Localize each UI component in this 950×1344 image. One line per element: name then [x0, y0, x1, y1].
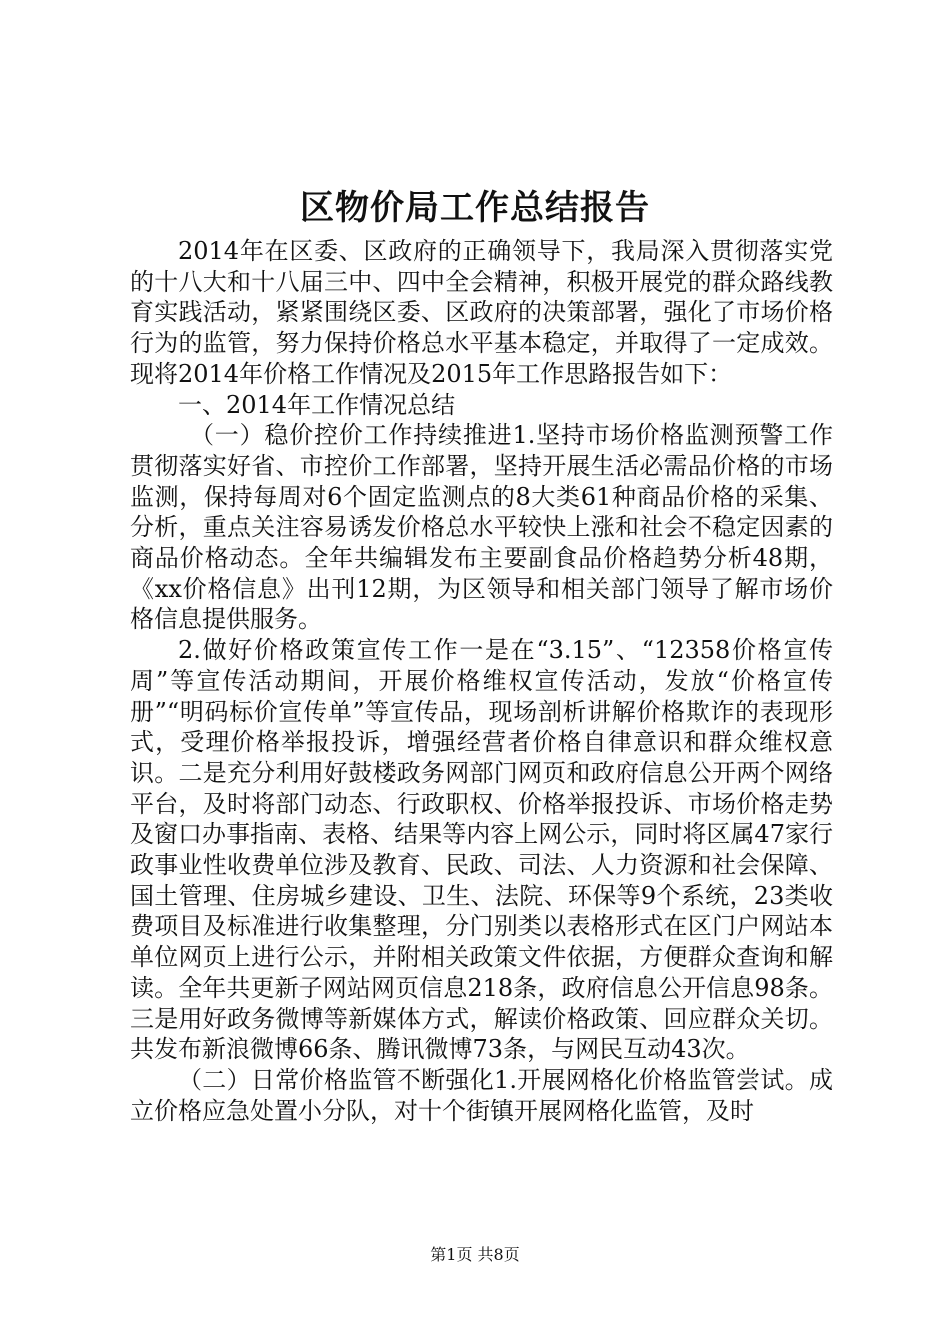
paragraph-daily-supervision: （二）日常价格监管不断强化1.开展网格化价格监管尝试。成立价格应急处置小分队，对十个街镇开展网格化监管，及时 — [130, 1065, 833, 1125]
document-body — [130, 236, 833, 1126]
section-heading: 一、2014年工作情况总结 — [178, 390, 456, 419]
document-title: 区物价局工作总结报告 — [300, 188, 650, 228]
page-number-footer: 第1页 共8页 — [430, 1245, 520, 1264]
paragraph-policy-publicity: 2.做好价格政策宣传工作一是在“3.15”、“12358价格宣传周”等宣传活动期间，开展价格维权宣传活动，发放“价格宣传册”“明码标价宣传单”等宣传品，现场剖析讲解价格欺诈的表现形式，受理价格举报投诉，增强经营者价格自律意识和群众维权意识。二是充分利用好鼓楼政务网部门网页和政府信息公开两个网络平台，及时将部门动态、行政职权、价格举报投诉、市场价格走势及窗口办事指南、表格、结果等内容上网公示，同时将区属47家行政事业性收费单位涉及教育、民政、司法、人力资源和社会保障、国土管理、住房城乡建设、卫生、法院、环保等9个系统，23类收费项目及标准进行收集整理，分门别类以表格形式在区门户网站本单位网页上进行公示，并附相关政策文件依据，方便群众查询和解读。全年共更新子网站网页信息218条，政府信息公开信息98条。三是用好政务微博等新媒体方式，解读价格政策、回应群众关切。共发布新浪微博66条、腾讯微博73条，与网民互动43次。 — [130, 636, 833, 1064]
paragraph-price-control: （一）稳价控价工作持续推进1.坚持市场价格监测预警工作贯彻落实好省、市控价工作部署，坚持开展生活必需品价格的市场监测，保持每周对6个固定监测点的8大类61种商品价格的采集、分析，重点关注容易诱发价格总水平较快上涨和社会不稳定因素的商品价格动态。全年共编辑发布主要副食品价格趋势分析48期，《xx价格信息》出刊12期，为区领导和相关部门领导了解市场价格信息提供服务。 — [130, 421, 833, 634]
paragraph-intro: 2014年在区委、区政府的正确领导下，我局深入贯彻落实党的十八大和十八届三中、四中全会精神，积极开展党的群众路线教育实践活动，紧紧围绕区委、区政府的决策部署，强化了市场价格行为的监管，努力保持价格总水平基本稳定，并取得了一定成效。现将2014年价格工作情况及2015年工作思路报告如下： — [130, 237, 833, 388]
